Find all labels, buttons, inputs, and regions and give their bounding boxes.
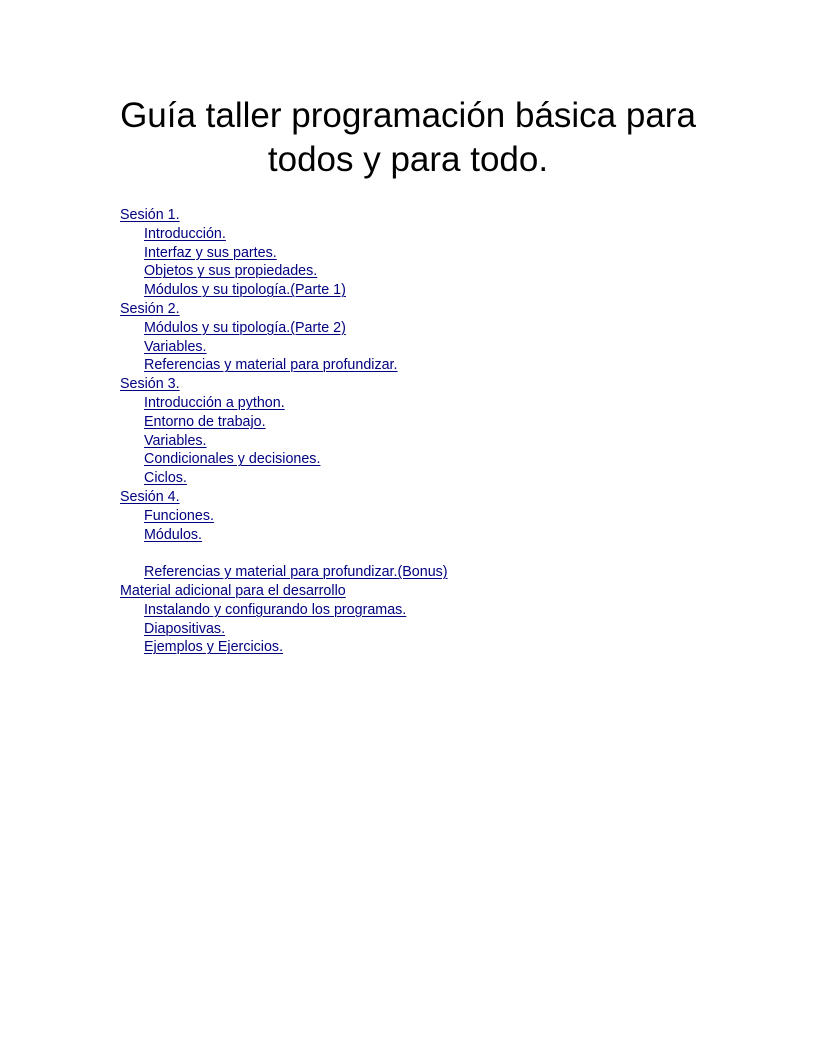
toc-subsection-entry (120, 244, 720, 263)
toc-subsection-entry (120, 262, 720, 281)
document-title-line-1: Guía taller programación básica para (120, 96, 696, 135)
toc-section-entry (120, 206, 720, 225)
toc-subsection-entry (120, 413, 720, 432)
toc-subsection-entry (120, 450, 720, 469)
toc-subsection-link[interactable]: Módulos. (144, 526, 203, 543)
toc-subsection-entry (120, 432, 720, 451)
toc-subsection-entry (120, 638, 720, 657)
toc-subsection-link[interactable]: Ciclos. (144, 470, 187, 487)
toc-subsection-entry (120, 601, 720, 620)
toc-subsection-link[interactable]: Variables. (144, 338, 207, 355)
toc-subsection-link[interactable]: Introducción a python. (144, 394, 285, 411)
toc-subsection-entry (120, 563, 720, 582)
toc-section-entry (120, 582, 720, 601)
toc-subsection-link[interactable]: Ejemplos y Ejercicios. (144, 639, 284, 656)
toc-subsection-entry (120, 507, 720, 526)
document-title (0, 94, 816, 182)
toc-subsection-entry (120, 319, 720, 338)
toc-section-link[interactable]: Sesión 1. (120, 207, 180, 223)
toc-section-link[interactable]: Sesión 3. (120, 376, 180, 393)
toc-subsection-link[interactable]: Funciones. (144, 507, 214, 524)
toc-section-entry (120, 300, 720, 319)
toc-subsection-entry (120, 225, 720, 244)
toc-subsection-link[interactable]: Condicionales y decisiones. (144, 451, 321, 468)
toc-subsection-link[interactable]: Módulos y su tipología.(Parte 1) (144, 282, 346, 299)
toc-subsection-link[interactable]: Instalando y configurando los programas. (144, 601, 407, 618)
toc-subsection-entry (120, 281, 720, 300)
toc-subsection-entry (120, 620, 720, 639)
toc-subsection-entry (120, 338, 720, 357)
toc-subsection-entry (120, 394, 720, 413)
toc-subsection-entry (120, 469, 720, 488)
toc-spacer (120, 544, 720, 563)
toc-subsection-link[interactable]: Objetos y sus propiedades. (144, 263, 318, 280)
toc-subsection-link[interactable]: Entorno de trabajo. (144, 413, 266, 430)
toc-subsection-link[interactable]: Diapositivas. (144, 620, 226, 637)
toc-subsection-entry (120, 356, 720, 375)
toc-section-link[interactable]: Material adicional para el desarrollo (120, 582, 346, 599)
toc-subsection-link[interactable]: Interfaz y sus partes. (144, 244, 277, 261)
toc-section-link[interactable]: Sesión 2. (120, 300, 180, 317)
toc-section-link[interactable]: Sesión 4. (120, 488, 180, 505)
toc-subsection-entry (120, 526, 720, 545)
toc-subsection-link[interactable]: Introducción. (144, 225, 226, 242)
document-title-line-2: todos y para todo. (267, 140, 549, 179)
toc-section-entry (120, 375, 720, 394)
toc-subsection-link[interactable]: Referencias y material para profundizar.(Bonus) (144, 564, 448, 581)
toc-subsection-link[interactable]: Módulos y su tipología.(Parte 2) (144, 319, 346, 336)
toc-subsection-link[interactable]: Referencias y material para profundizar. (144, 357, 398, 374)
toc-subsection-link[interactable]: Variables. (144, 432, 207, 449)
toc-section-entry (120, 488, 720, 507)
table-of-contents (120, 206, 720, 657)
